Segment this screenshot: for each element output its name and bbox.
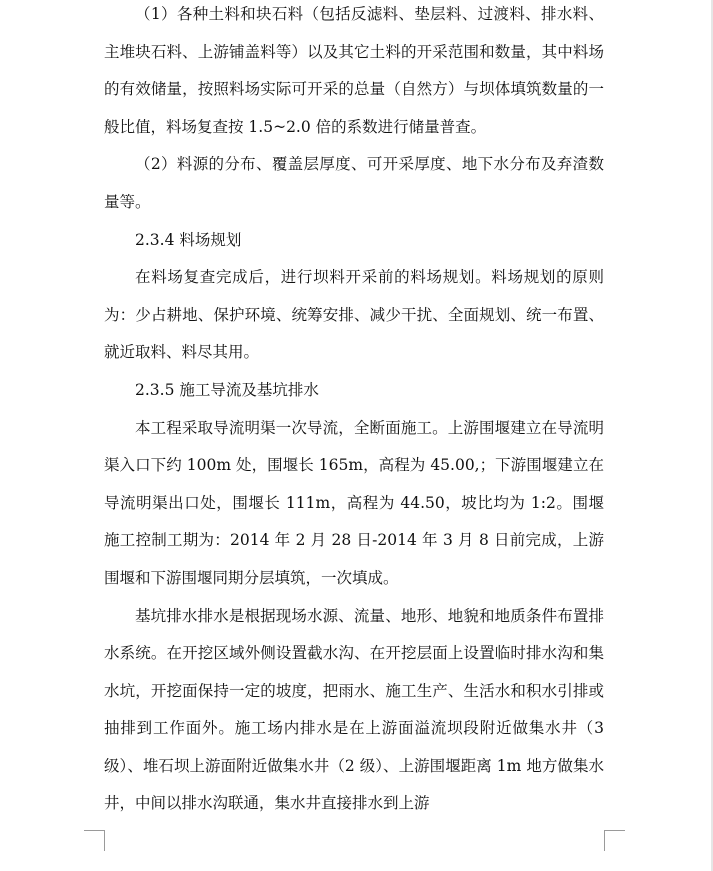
section-heading-diversion-drainage: 2.3.5 施工导流及基坑排水 <box>135 380 319 399</box>
paragraph-quarry-planning: 在料场复查完成后，进行坝料开采前的料场规划。料场规划的原则为：少占耕地、保护环境、统筹安排、减少干扰、全面规划、统一布置、就近取料、料尽其用。 <box>104 268 604 362</box>
document-body <box>104 0 604 823</box>
paragraph-diversion: 本工程采取导流明渠一次导流，全断面施工。上游围堰建立在导流明渠入口下约 100m 处，围堰长 165m，高程为 45.00,；下游围堰建立在导流明渠出口处，围堰长 111m，高程为 44.50，坡比均为 1:2。围堰施工控制工期为：2014 年 2 月 28 日-2014 年 3 月 8 日前完成，上游围堰和下游围堰同期分层填筑，一次填成。 <box>104 418 604 587</box>
page-corner-mark-right <box>604 830 625 851</box>
page-corner-mark-left <box>84 830 105 851</box>
paragraph-pit-drainage: 基坑排水排水是根据现场水源、流量、地形、地貌和地质条件布置排水系统。在开挖区域外侧设置截水沟、在开挖层面上设置临时排水沟和集水坑，开挖面保持一定的坡度，把雨水、施工生产、生活水和积水引排或抽排到工作面外。施工场内排水是在上游面溢流坝段附近做集水井（3 级）、堆石坝上游面附近做集水井（2 级）、上游围堰距离 1m 地方做集水井，中间以排水沟联通，集水井直接排水到上游 <box>104 606 604 813</box>
paragraph-material-quantities: （1）各种土料和块石料（包括反滤料、垫层料、过渡料、排水料、主堆块石料、上游铺盖料等）以及其它土料的开采范围和数量，其中料场的有效储量，按照料场实际可开采的总量（自然方）与坝体填筑数量的一般比值，料场复查按 1.5~2.0 倍的系数进行储量普查。 <box>104 5 604 136</box>
section-heading-quarry-planning: 2.3.4 料场规划 <box>135 230 242 249</box>
paragraph-material-distribution: （2）料源的分布、覆盖层厚度、可开采厚度、地下水分布及弃渣数量等。 <box>104 155 604 211</box>
